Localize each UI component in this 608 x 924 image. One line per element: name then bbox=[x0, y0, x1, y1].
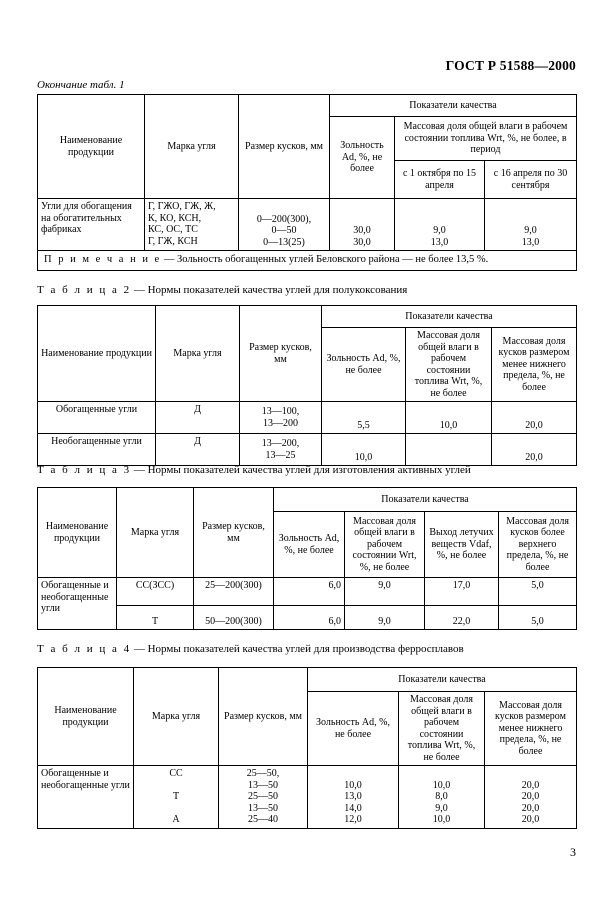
fines-value bbox=[488, 768, 573, 780]
table1-row-grade bbox=[145, 199, 239, 251]
table-row bbox=[38, 434, 577, 466]
table1-row-product: Угли для обогащения на обогатительных фабриках bbox=[38, 199, 145, 251]
moisture-value: 9,0 bbox=[433, 225, 446, 236]
caption-label: Т а б л и ц а 3 bbox=[37, 464, 132, 476]
table3-row-ash: 6,0 bbox=[274, 606, 345, 630]
caption-label: Т а б л и ц а 2 bbox=[37, 284, 132, 296]
table1-head-quality: Показатели качества bbox=[330, 95, 577, 117]
moisture-value: 8,0 bbox=[435, 791, 448, 802]
fines-value: 20,0 bbox=[521, 779, 540, 791]
table3-head-quality: Показатели качества bbox=[274, 488, 577, 512]
table3-row-oversize: 5,0 bbox=[499, 606, 577, 630]
grade-line: А bbox=[172, 814, 180, 825]
ash-value: 14,0 bbox=[344, 802, 362, 814]
table3-row-size: 50—200(300) bbox=[194, 606, 274, 630]
ash-value: 13,0 bbox=[344, 791, 362, 802]
grade-line bbox=[137, 780, 215, 792]
table2-head-fines: Массовая доля кусков размером менее нижнего предела, %, не более bbox=[492, 328, 577, 402]
table2-row-grade: Д bbox=[156, 434, 240, 466]
table4 bbox=[37, 667, 577, 829]
caption-text: — Нормы показателей качества углей для производства ферросплавов bbox=[131, 643, 464, 655]
table1-head-ash: Зольность Ad, %, не более bbox=[330, 117, 395, 199]
table1-note bbox=[38, 251, 577, 271]
table2-row-size bbox=[240, 402, 322, 434]
size-line: 13—50 bbox=[248, 802, 278, 814]
ash-value: 12,0 bbox=[344, 814, 362, 825]
table2-head-moisture: Массовая доля общей влаги в рабочем состоянии топлива Wrt, %, не более bbox=[406, 328, 492, 402]
size-line: 25—50 bbox=[248, 791, 278, 802]
ash-value: 10,0 bbox=[344, 779, 362, 791]
table4-head-ash: Зольность Ad, %, не более bbox=[308, 692, 399, 766]
table2-head-product: Наименование продукции bbox=[38, 306, 156, 402]
caption-label: Т а б л и ц а 4 bbox=[37, 643, 132, 655]
table2-row-grade: Д bbox=[156, 402, 240, 434]
table4-head-fines: Массовая доля кусков размером менее нижнего предела, %, не более bbox=[485, 692, 577, 766]
table2-caption bbox=[37, 284, 407, 296]
table4-grade bbox=[134, 766, 219, 829]
grade-line: Г, ГЖО, ГЖ, Ж, bbox=[148, 201, 216, 212]
grade-line: Т bbox=[172, 791, 180, 802]
caption-text: — Нормы показателей качества углей для изготовления активных углей bbox=[131, 464, 471, 476]
table1-row-size bbox=[239, 199, 330, 251]
table2 bbox=[37, 305, 577, 466]
size-line: 13—200, bbox=[261, 438, 300, 449]
table2-row-fines: 20,0 bbox=[492, 434, 577, 466]
size-line: 13—100, bbox=[261, 406, 300, 417]
table-row bbox=[38, 402, 577, 434]
moisture-value: 9,0 bbox=[435, 802, 448, 814]
page-number: 3 bbox=[570, 845, 576, 859]
grade-line: Г, ГЖ, КСН bbox=[148, 235, 198, 247]
grade-line: СС bbox=[169, 768, 183, 779]
ash-value: 30,0 bbox=[353, 236, 371, 248]
table3 bbox=[37, 487, 577, 630]
table1 bbox=[37, 94, 577, 271]
table3-head-ash: Зольность Ad, %, не более bbox=[274, 512, 345, 578]
table2-row-moisture bbox=[406, 434, 492, 466]
table3-head-grade: Марка угля bbox=[117, 488, 194, 578]
ash-value bbox=[311, 768, 395, 780]
fines-value: 20,0 bbox=[521, 791, 540, 802]
table2-head-size: Размер кусков, мм bbox=[240, 306, 322, 402]
table2-row-moisture: 10,0 bbox=[406, 402, 492, 434]
table3-head-size: Размер кусков, мм bbox=[194, 488, 274, 578]
size-line: 0—13(25) bbox=[263, 236, 305, 248]
table2-head-grade: Марка угля bbox=[156, 306, 240, 402]
table3-row-grade: СС(ЗСС) bbox=[117, 578, 194, 606]
table4-product: Обогащенные и необогащенные угли bbox=[38, 766, 134, 829]
grade-line: КС, ОС, ТС bbox=[148, 224, 198, 235]
table-row bbox=[38, 606, 577, 630]
caption-text: — Нормы показателей качества углей для полукоксования bbox=[131, 284, 408, 296]
size-line: 13—50 bbox=[248, 779, 278, 791]
table3-row-volatile: 22,0 bbox=[425, 606, 499, 630]
note-text: — Зольность обогащенных углей Беловского района — не более 13,5 %. bbox=[161, 254, 489, 266]
table2-row-product: Обогащенные угли bbox=[38, 402, 156, 434]
table1-head-size: Размер кусков, мм bbox=[239, 95, 330, 199]
table3-caption bbox=[37, 464, 471, 476]
table3-row-ash: 6,0 bbox=[274, 578, 345, 606]
fines-value: 20,0 bbox=[521, 814, 540, 825]
grade-line: К, КО, КСН, bbox=[148, 212, 202, 224]
size-line: 25—40 bbox=[248, 814, 278, 825]
size-line: 13—200 bbox=[263, 417, 298, 429]
table3-head-product: Наименование продукции bbox=[38, 488, 117, 578]
size-line: 0—200(300), bbox=[256, 213, 312, 225]
table3-head-oversize: Массовая доля кусков более верхнего предела, %, не более bbox=[499, 512, 577, 578]
size-line: 25—50, bbox=[246, 768, 280, 779]
table1-row-ash bbox=[330, 199, 395, 251]
table4-head-moisture: Массовая доля общей влаги в рабочем состоянии топлива Wrt, %, не более bbox=[399, 692, 485, 766]
table1-head-product: Наименование продукции bbox=[38, 95, 145, 199]
table1-head-grade: Марка угля bbox=[145, 95, 239, 199]
moisture-value: 13,0 bbox=[430, 236, 449, 248]
table3-head-volatile: Выход летучих веществ Vdaf, %, не более bbox=[425, 512, 499, 578]
table3-row-size: 25—200(300) bbox=[194, 578, 274, 606]
table2-row-fines: 20,0 bbox=[492, 402, 577, 434]
table1-row-moisture1 bbox=[395, 199, 485, 251]
table1-head-period2: с 16 апреля по 30 сентября bbox=[485, 161, 577, 199]
table3-product: Обогащенные и необогащенные угли bbox=[38, 578, 117, 630]
table3-row-oversize: 5,0 bbox=[499, 578, 577, 606]
table4-caption bbox=[37, 643, 464, 655]
moisture-value: 10,0 bbox=[432, 814, 451, 825]
table4-head-size: Размер кусков, мм bbox=[219, 668, 308, 766]
table1-row-moisture2 bbox=[485, 199, 577, 251]
table1-continuation-label: Окончание табл. 1 bbox=[37, 79, 125, 91]
table3-row-moisture: 9,0 bbox=[345, 606, 425, 630]
table2-row-ash: 10,0 bbox=[322, 434, 406, 466]
table3-row-moisture: 9,0 bbox=[345, 578, 425, 606]
table2-head-ash: Зольность Ad, %, не более bbox=[322, 328, 406, 402]
ash-value: 30,0 bbox=[353, 225, 371, 236]
table4-ash bbox=[308, 766, 399, 829]
table3-row-grade: Т bbox=[117, 606, 194, 630]
table4-head-quality: Показатели качества bbox=[308, 668, 577, 692]
document-code: ГОСТ Р 51588—2000 bbox=[445, 58, 576, 73]
table3-row-volatile: 17,0 bbox=[425, 578, 499, 606]
size-line: 0—50 bbox=[271, 225, 297, 236]
moisture-value bbox=[402, 768, 481, 780]
table2-row-product: Необогащенные угли bbox=[38, 434, 156, 466]
table4-head-grade: Марка угля bbox=[134, 668, 219, 766]
table4-moisture bbox=[399, 766, 485, 829]
table1-head-period1: с 1 октября по 15 апреля bbox=[395, 161, 485, 199]
size-line: 13—25 bbox=[265, 449, 296, 461]
table2-row-ash: 5,5 bbox=[322, 402, 406, 434]
table3-head-moisture: Массовая доля общей влаги в рабочем состоянии Wrt, %, не более bbox=[345, 512, 425, 578]
grade-line bbox=[137, 803, 215, 815]
table4-fines bbox=[485, 766, 577, 829]
table1-head-moisture: Массовая доля общей влаги в рабочем состоянии топлива Wrt, %, не более, в период bbox=[395, 117, 577, 161]
note-label: П р и м е ч а н и е bbox=[44, 254, 162, 266]
table4-head-product: Наименование продукции bbox=[38, 668, 134, 766]
table2-row-size bbox=[240, 434, 322, 466]
table-row bbox=[38, 766, 577, 829]
fines-value: 20,0 bbox=[521, 802, 540, 814]
moisture-value: 13,0 bbox=[521, 236, 540, 248]
table4-size bbox=[219, 766, 308, 829]
table2-head-quality: Показатели качества bbox=[322, 306, 577, 328]
moisture-value: 10,0 bbox=[432, 779, 451, 791]
moisture-value: 9,0 bbox=[524, 225, 537, 236]
table-row bbox=[38, 578, 577, 606]
table-row bbox=[38, 199, 577, 251]
